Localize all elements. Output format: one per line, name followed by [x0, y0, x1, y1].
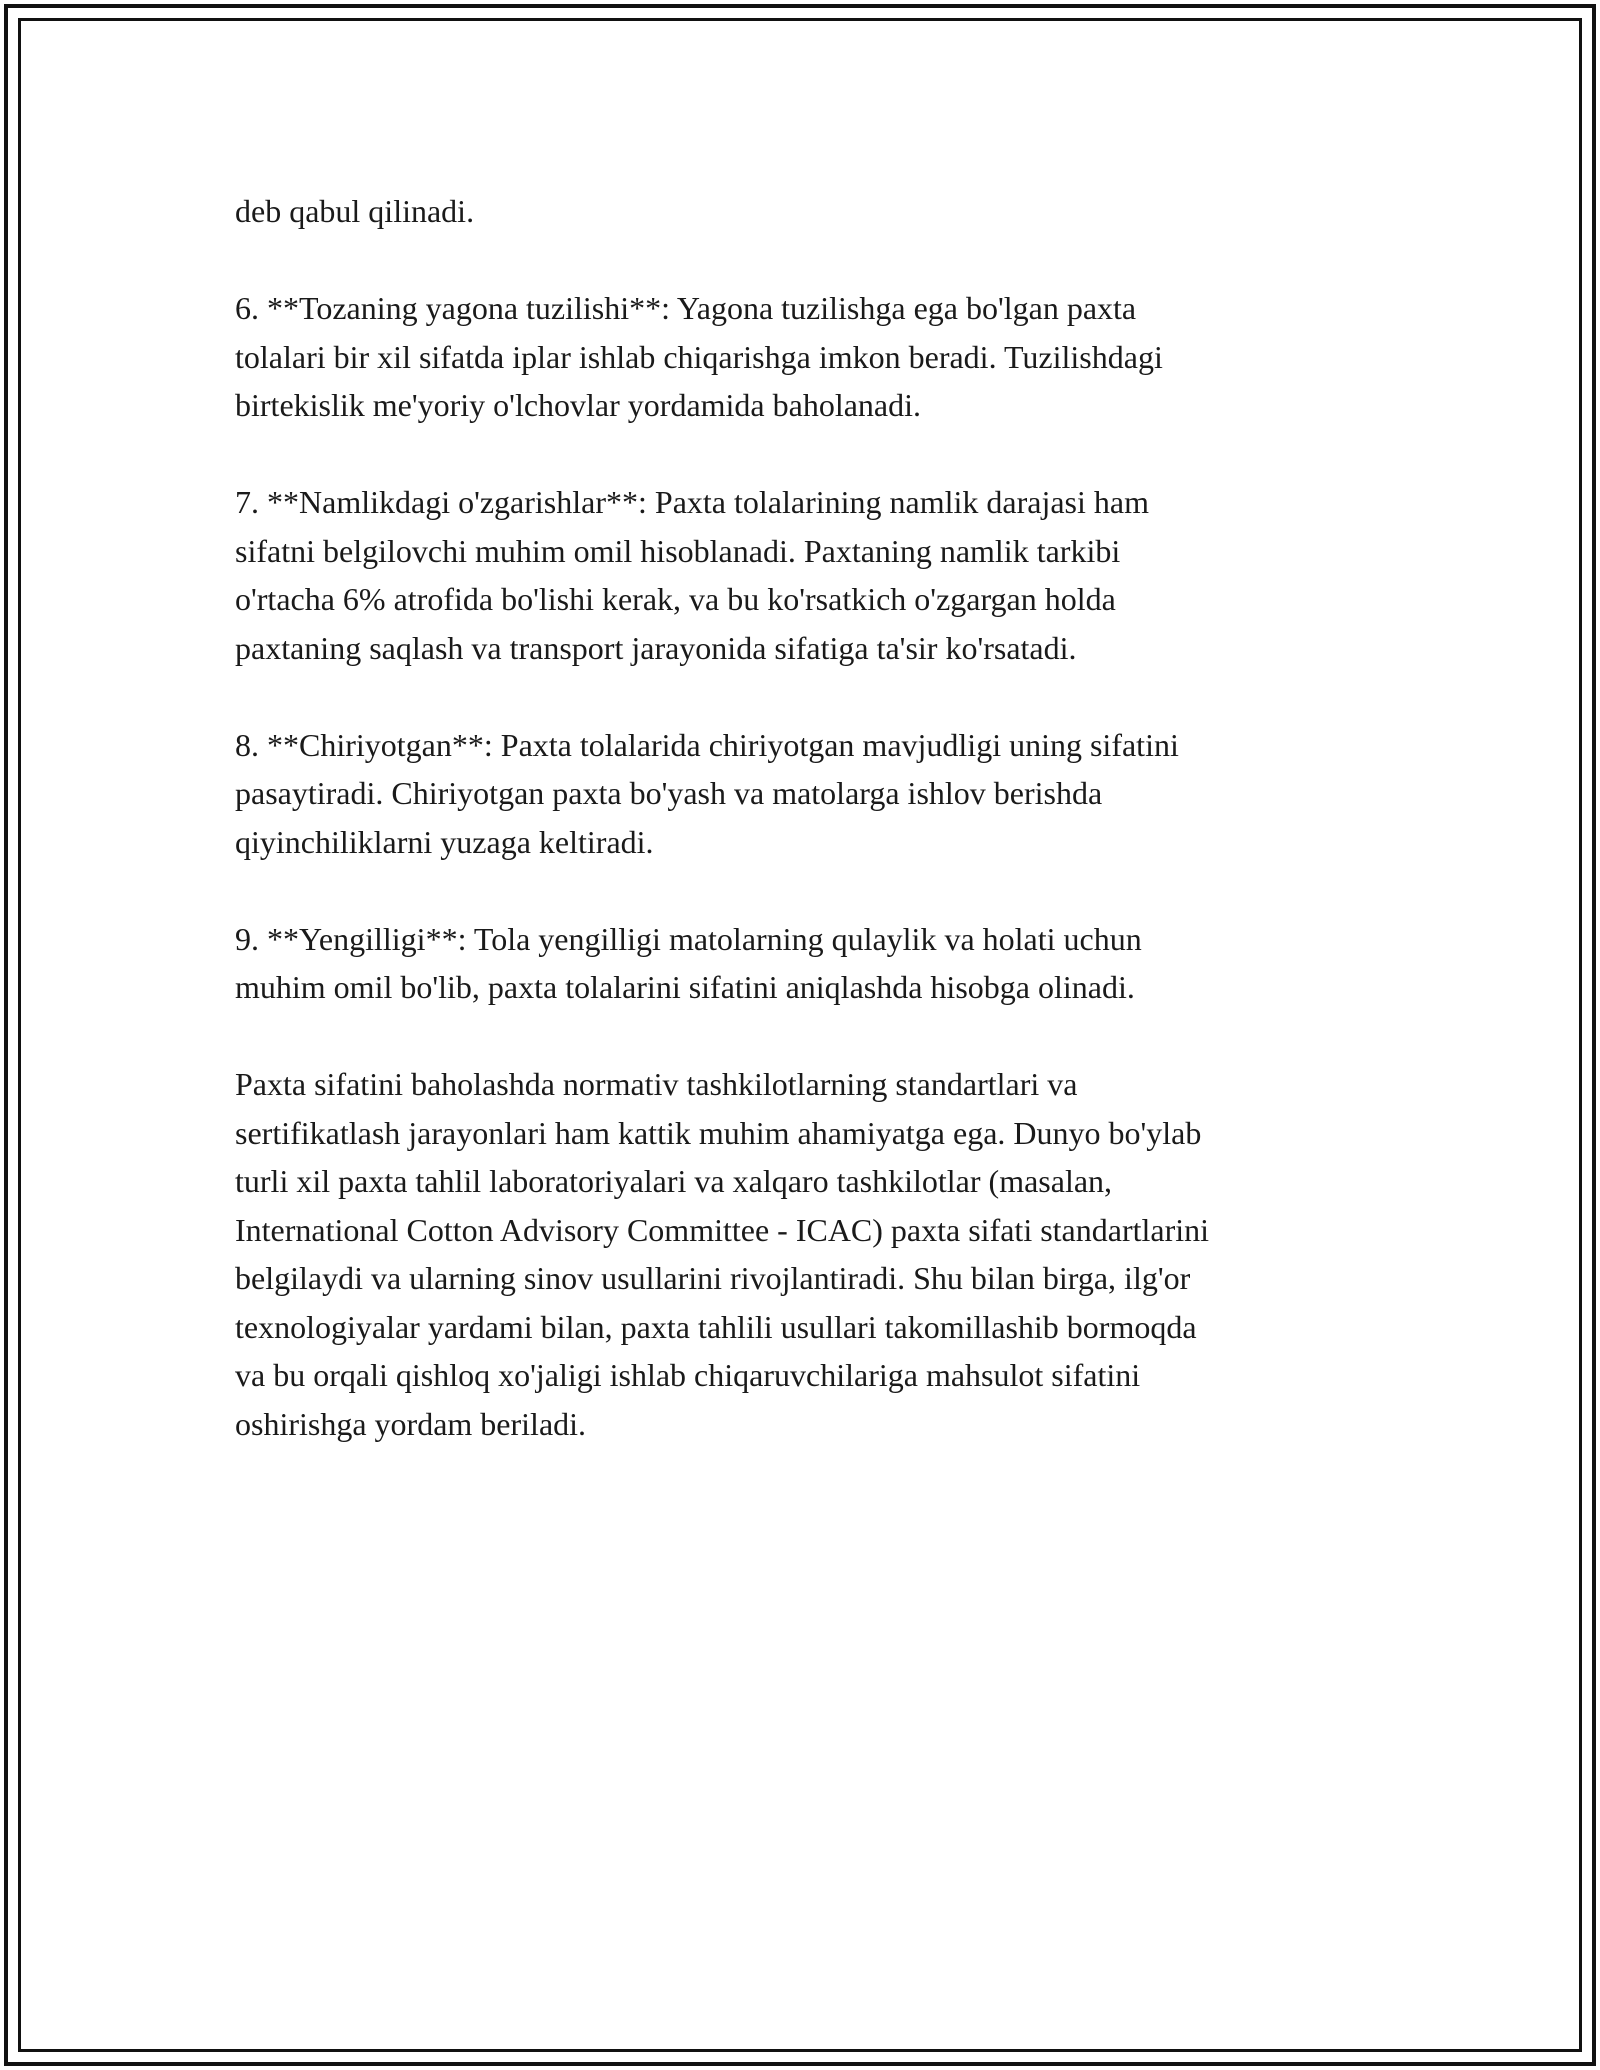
text-line: oshirishga yordam beriladi.: [235, 1405, 587, 1442]
text-line: texnologiyalar yardami bilan, paxta tahlili usullari takomillashib bormoqda: [235, 1308, 1197, 1345]
text-line: o'rtacha 6% atrofida bo'lishi kerak, va bu ko'rsatkich o'zgargan holda: [235, 581, 1116, 617]
text-line: deb qabul qilinadi.: [235, 193, 475, 229]
text-line: belgilaydi va ularning sinov usullarini rivojlantiradi. Shu bilan birga, ilg'or: [235, 1260, 1191, 1296]
text-line: International Cotton Advisory Committee - ICAC) paxta sifati standartlarini: [235, 1211, 1210, 1248]
text-line: 6. **Tozaning yagona tuzilishi**: Yagona tuzilishga ega bo'lgan paxta: [235, 290, 1137, 326]
document-body: [235, 187, 1365, 1497]
text-line: 7. **Namlikdagi o'zgarishlar**: Paxta tolalarining namlik darajasi ham: [235, 484, 1149, 520]
text-line: 9. **Yengilligi**: Tola yengilligi matolarning qulaylik va holati uchun: [235, 920, 1142, 957]
text-line: sertifikatlash jarayonlari ham kattik muhim ahamiyatga ega. Dunyo bo'ylab: [235, 1114, 1202, 1151]
paragraph-item-9: [235, 915, 1365, 1012]
text-line: qiyinchiliklarni yuzaga keltiradi.: [235, 823, 654, 860]
text-line: sifatni belgilovchi muhim omil hisoblanadi. Paxtaning namlik tarkibi: [235, 532, 1121, 569]
text-line: paxtaning saqlash va transport jarayonida sifatiga ta'sir ko'rsatadi.: [235, 629, 1077, 666]
text-line: muhim omil bo'lib, paxta tolalarini sifatini aniqlashda hisobga olinadi.: [235, 969, 1135, 1005]
text-line: va bu orqali qishloq xo'jaligi ishlab chiqaruvchilariga mahsulot sifatini: [235, 1357, 1141, 1393]
paragraph-item-8: [235, 721, 1365, 867]
text-line: 8. **Chiriyotgan**: Paxta tolalarida chiriyotgan mavjudligi uning sifatini: [235, 726, 1179, 763]
paragraph-conclusion: [235, 1060, 1365, 1448]
text-line: Paxta sifatini baholashda normativ tashkilotlarning standartlari va: [235, 1066, 1078, 1102]
text-line: pasaytiradi. Chiriyotgan paxta bo'yash va matolarga ishlov berishda: [235, 775, 1103, 811]
text-line: tolalari bir xil sifatda iplar ishlab chiqarishga imkon beradi. Tuzilishdagi: [235, 338, 1163, 375]
text-line: birtekislik me'yoriy o'lchovlar yordamida baholanadi.: [235, 387, 922, 423]
paragraph-continuation: [235, 187, 1365, 236]
paragraph-item-6: [235, 284, 1365, 430]
text-line: turli xil paxta tahlil laboratoriyalari va xalqaro tashkilotlar (masalan,: [235, 1163, 1113, 1199]
paragraph-item-7: [235, 478, 1365, 672]
